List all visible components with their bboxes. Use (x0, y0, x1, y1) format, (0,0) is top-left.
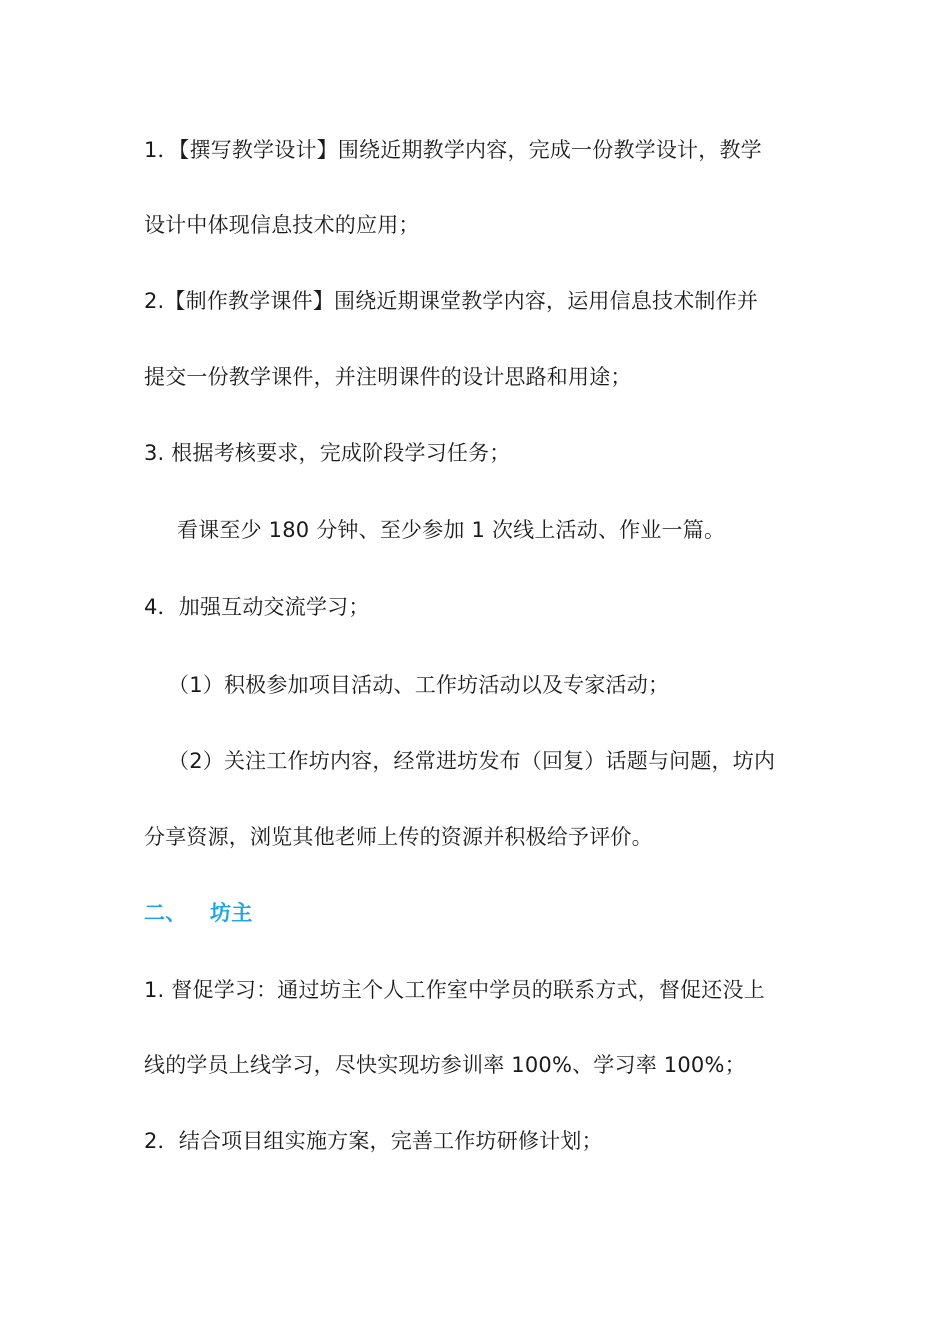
paragraph-line: 分享资源，浏览其他老师上传的资源并积极给予评价。 (144, 825, 653, 849)
section-heading (144, 898, 814, 928)
paragraph-line: 2.【制作教学课件】围绕近期课堂教学内容，运用信息技术制作并 (144, 289, 759, 313)
paragraph-line: 1．【撰写教学设计】围绕近期教学内容，完成一份教学设计，教学 (144, 138, 762, 162)
section-heading-title: 坊主 (210, 901, 253, 925)
section-heading-number: 二、 (144, 901, 187, 925)
paragraph-line-indented: 看课至少 180 分钟、至少参加 1 次线上活动、作业一篇。 (177, 518, 726, 542)
paragraph-line: 线的学员上线学习，尽快实现坊参训率 100%、学习率 100%； (144, 1053, 746, 1077)
paragraph-line-indented: （1）积极参加项目活动、工作坊活动以及专家活动； (168, 673, 670, 697)
paragraph-line: 3. 根据考核要求，完成阶段学习任务； (144, 441, 511, 465)
paragraph-line: 1. 督促学习：通过坊主个人工作室中学员的联系方式，督促还没上 (144, 978, 765, 1002)
paragraph-line: 设计中体现信息技术的应用； (144, 213, 420, 237)
paragraph-line-indented: （2）关注工作坊内容，经常进坊发布（回复）话题与问题，坊内 (168, 749, 776, 773)
paragraph-line: 2．结合项目组实施方案，完善工作坊研修计划； (144, 1129, 603, 1153)
paragraph-line: 提交一份教学课件，并注明课件的设计思路和用途； (144, 365, 632, 389)
paragraph-line: 4．加强互动交流学习； (144, 595, 370, 619)
